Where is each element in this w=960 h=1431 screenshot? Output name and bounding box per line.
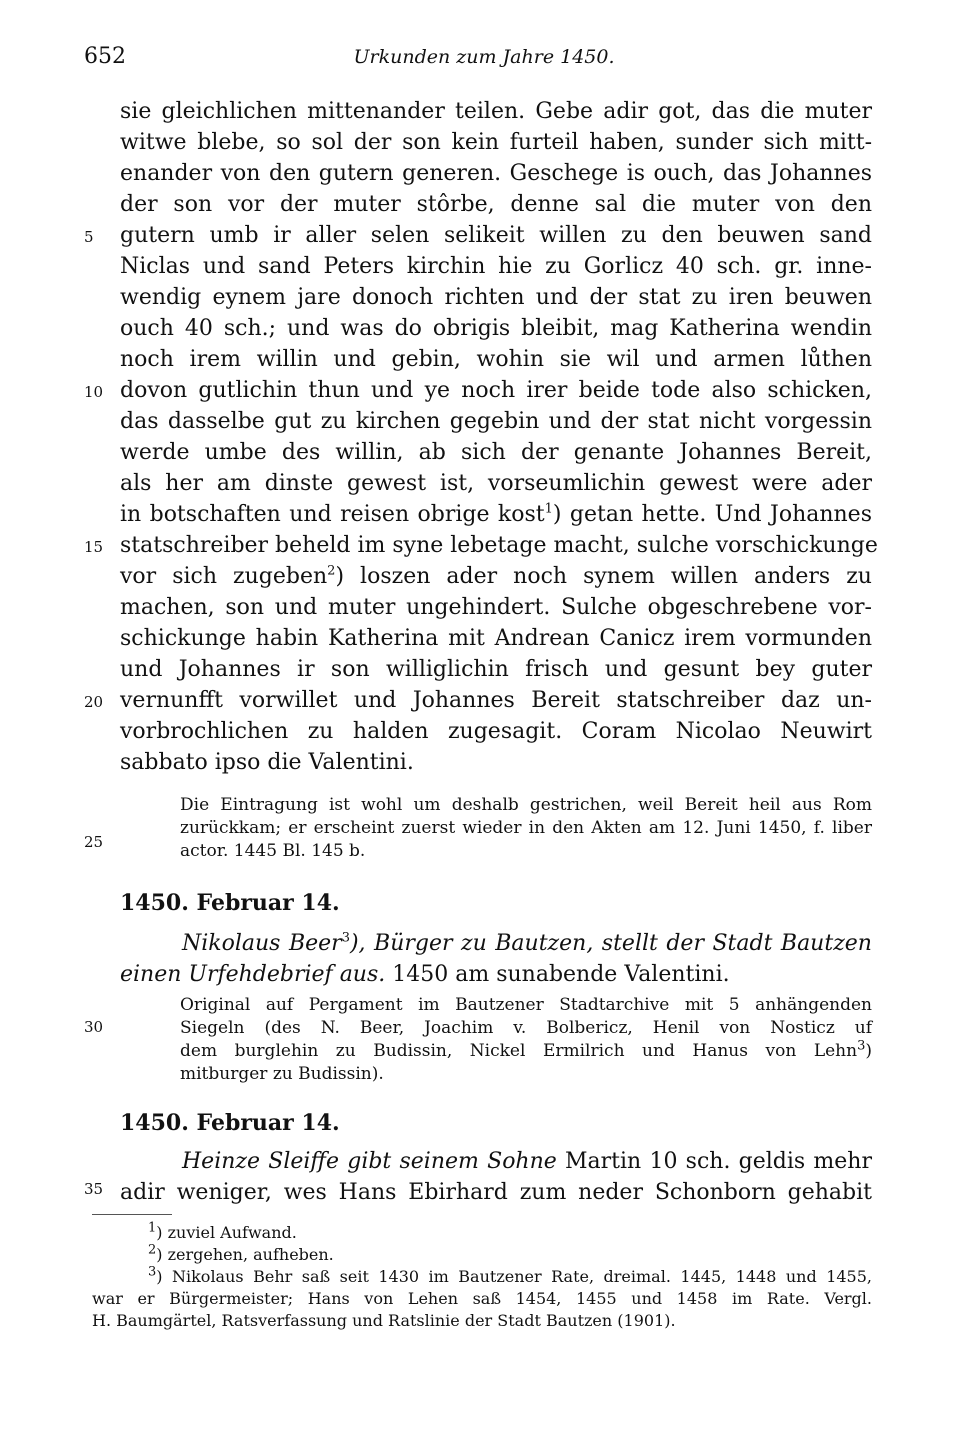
footnote-rule	[92, 1214, 172, 1215]
entry-summary: Heinze Sleiffe gibt seinem Sohne Martin 10 sch. geldis mehr	[182, 1149, 872, 1174]
body-line: machen, son und muter ungehindert. Sulche obgeschrebene vor-	[120, 595, 872, 620]
body-line: Niclas und sand Peters kirchin hie zu Gorlicz 40 sch. gr. inne-	[120, 254, 872, 279]
footnote: H. Baumgärtel, Ratsverfassung und Ratslinie der Stadt Bautzen (1901).	[92, 1311, 676, 1330]
body-line: und Johannes ir son williglichin frisch und gesunt bey guter	[120, 657, 872, 682]
editorial-note: zurückkam; er erscheint zuerst wieder in den Akten am 12. Juni 1450, f. liber	[180, 818, 872, 838]
footnote: $^2$) zergehen, aufheben.	[148, 1242, 334, 1264]
line-number: 20	[84, 693, 104, 711]
body-line: enander von den gutern generen. Geschege is ouch, das Johannes	[120, 161, 872, 186]
footnote: war er Bürgermeister; Hans von Lehen saß 1454, 1455 und 1458 im Rate. Vergl.	[92, 1289, 872, 1308]
body-line: werde umbe des willin, ab sich der genante Johannes Bereit,	[120, 440, 872, 465]
body-line: dovon gutlichin thun und ye noch irer beide tode also schicken,	[120, 378, 872, 403]
body-line: vorbrochlichen zu halden zugesagit. Coram Nicolao Neuwirt	[120, 719, 872, 744]
editorial-note: Siegeln (des N. Beer, Joachim v. Bolbericz, Henil von Nosticz uf	[180, 1018, 872, 1038]
line-number: 30	[84, 1018, 104, 1036]
line-number: 25	[84, 833, 104, 851]
page-number: 652	[84, 44, 126, 69]
body-line: gutern umb ir aller selen selikeit willen zu den beuwen sand	[120, 223, 872, 248]
body-line: statschreiber beheld im syne lebetage macht, sulche vorschickunge	[120, 533, 878, 558]
footnote: $^1$) zuviel Aufwand.	[148, 1220, 297, 1242]
line-number: 5	[84, 228, 94, 246]
entry-heading: 1450. Februar 14.	[120, 890, 340, 916]
body-line: wendig eynem jare donoch richten und der stat zu iren beuwen	[120, 285, 872, 310]
entry-heading: 1450. Februar 14.	[120, 1110, 340, 1136]
editorial-note: Die Eintragung ist wohl um deshalb gestrichen, weil Bereit heil aus Rom	[180, 795, 872, 815]
body-line: schickunge habin Katherina mit Andrean Canicz irem vormunden	[120, 626, 872, 651]
body-line: sabbato ipso die Valentini.	[120, 750, 414, 775]
editorial-note: actor. 1445 Bl. 145 b.	[180, 841, 366, 861]
line-number: 35	[84, 1180, 104, 1198]
footnote-mark: 2	[327, 563, 336, 579]
body-line: noch irem willin und gebin, wohin sie wil und armen lůthen	[120, 347, 872, 372]
body-line: witwe blebe, so sol der son kein furteil haben, sunder sich mitt-	[120, 130, 872, 155]
body-line: vor sich zugeben$^2$) loszen ader noch synem willen anders zu	[120, 563, 872, 589]
body-line: der son vor der muter stôrbe, denne sal die muter von den	[120, 192, 872, 217]
footnote-mark: 1	[544, 501, 553, 517]
entry-summary: Nikolaus Beer$^3$), Bürger zu Bautzen, stellt der Stadt Bautzen	[182, 930, 872, 956]
body-line: das dasselbe gut zu kirchen gegebin und der stat nicht vorgessin	[120, 409, 872, 434]
editorial-note: Original auf Pergament im Bautzener Stadtarchive mit 5 anhängenden	[180, 995, 872, 1015]
footnote: $^3$) Nikolaus Behr saß seit 1430 im Bautzener Rate, dreimal. 1445, 1448 und 1455,	[148, 1264, 872, 1286]
footnote-mark: 3	[341, 930, 350, 946]
body-line: vernunfft vorwillet und Johannes Bereit statschreiber daz un-	[120, 688, 872, 713]
body-line: in botschaften und reisen obrige kost$^1$) getan hette. Und Johannes	[120, 501, 872, 527]
line-number: 10	[84, 383, 104, 401]
editorial-note: mitburger zu Budissin).	[180, 1064, 384, 1084]
running-title: Urkunden zum Jahre 1450.	[353, 46, 615, 68]
page-header	[84, 44, 884, 80]
body-line: sie gleichlichen mittenander teilen. Gebe adir got, das die muter	[120, 99, 872, 124]
footnote-mark: 3	[857, 1038, 866, 1054]
body-line: adir weniger, wes Hans Ebirhard zum neder Schonborn gehabit	[120, 1180, 872, 1205]
body-line: als her am dinste gewest ist, vorseumlichin gewest were ader	[120, 471, 872, 496]
body-line: ouch 40 sch.; und was do obrigis bleibit, mag Katherina wendin	[120, 316, 872, 341]
editorial-note: dem burglehin zu Budissin, Nickel Ermilrich und Hanus von Lehn$^3$)	[180, 1038, 872, 1061]
line-number: 15	[84, 538, 104, 556]
entry-summary: einen Urfehdebrief aus. 1450 am sunabende Valentini.	[120, 962, 730, 987]
